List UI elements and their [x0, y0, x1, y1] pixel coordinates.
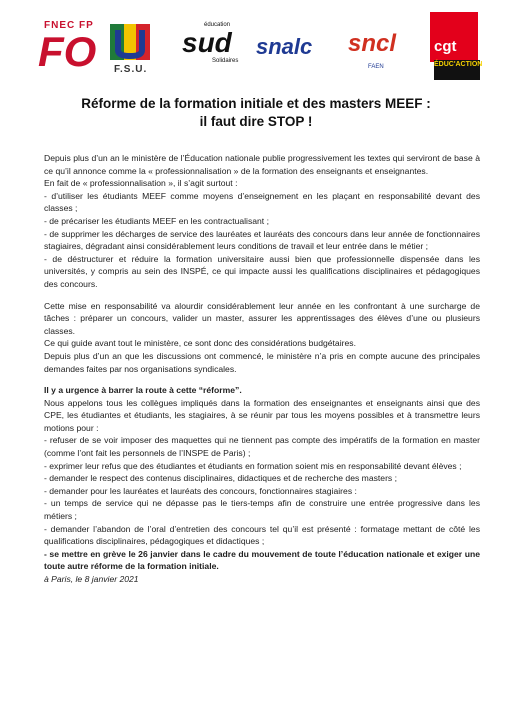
list-item: - un temps de service qui ne dépasse pas le tiers-temps afin de construire une entrée progressive dans les métiers ;	[44, 498, 480, 522]
title-line-1: Réforme de la formation initiale et des masters MEEF :	[81, 96, 431, 111]
union-logos-header	[36, 10, 482, 84]
sud-logo: sud	[182, 27, 232, 58]
document-title	[30, 95, 482, 131]
cgt-logo: cgt	[434, 38, 457, 55]
title-line-2: il faut dire STOP !	[199, 114, 313, 129]
list-item: - de précariser les étudiants MEEF en les contractualisant ;	[44, 215, 269, 226]
fo-logo: FO	[38, 28, 97, 75]
signature-date: à Paris, le 8 janvier 2021	[44, 574, 139, 584]
budget-paragraph: Ce qui guide avant tout le ministère, ce sont donc des considérations budgétaires.	[44, 338, 356, 349]
discussions-paragraph: Depuis plus d’un an que les discussions ont commencé, le ministère n’a pris en compte aucune des principales demandes faites par nos organisations syndicales.	[44, 350, 480, 374]
document-body	[44, 152, 480, 586]
fo-fnec-logo-label: FNEC FP	[44, 20, 94, 31]
cgt-educaction-label: ÉDUC'ACTION	[434, 60, 480, 80]
call-paragraph: Nous appelons tous les collègues impliqués dans la formation des enseignantes et enseignants ainsi que des CPE, les étudiantes et étudiants, les stagiaires, à se réunir par tous les moyens possibles et à transmettre leurs motions pour :	[44, 397, 480, 433]
snalc-logo: snalc	[256, 34, 313, 59]
strike-call-item: - se mettre en grève le 26 janvier dans le cadre du mouvement de toute l’éducation nationale et exiger une toute autre réforme de la formation initiale.	[44, 548, 480, 572]
professionalisation-lead: En fait de « professionnalisation », il s’agit surtout :	[44, 178, 238, 189]
list-item: - demander l’abandon de l’oral d’entretien des concours tel qu’il est présenté : formatage mettant de côté les qualifications disciplinaires, pédagogiques et didactiques ;	[44, 523, 480, 547]
fsu-logo-icon	[110, 24, 150, 60]
list-item: - demander pour les lauréates et lauréats des concours, fonctionnaires stagiaires :	[44, 485, 357, 496]
sud-logo-top-label: éducation	[204, 22, 231, 28]
intro-paragraph: Depuis plus d’un an le ministère de l’Éducation nationale publie progressivement les textes qui serviront de base à ce qu’il annonce comme la « professionnalisation » de la formation des enseignants et enseignantes.	[44, 153, 480, 176]
list-item: - de supprimer les décharges de service des lauréates et lauréats des concours dans leur année de fonctionnaires stagiaires, dégradant ainsi considérablement leurs conditions de travail et leur entrée dans le métier ;	[44, 228, 480, 252]
list-item: - d’utiliser les étudiants MEEF comme moyens d’enseignement en les plaçant en responsabilité devant des classes ;	[44, 190, 480, 214]
sncl-logo-sub-label: FAEN	[368, 64, 384, 70]
urgency-heading: Il y a urgence à barrer la route à cette “réforme”.	[44, 385, 242, 396]
list-item: - de déstructurer et réduire la formation universitaire aussi bien que professionnelle dispensée dans les universités, y compris au sein des INSPÉ, ce qui impacte aussi les qualifications disciplinaires et pédagogiques des concours.	[44, 253, 480, 289]
list-item: - refuser de se voir imposer des maquettes qui ne tiennent pas compte des impératifs de la formation en master (comme l’ont fait les personnels de l’INSPE de Paris) ;	[44, 435, 480, 459]
sncl-logo: sncl	[348, 30, 397, 57]
list-item: - exprimer leur refus que des étudiantes et étudiants en formation soient mis en responsabilité devant élèves ;	[44, 460, 462, 471]
fsu-logo-label: F.S.U.	[114, 64, 148, 75]
list-item: - demander le respect des contenus disciplinaires, didactiques et de recherche des masters ;	[44, 473, 398, 484]
sud-logo-bottom-label: Solidaires	[212, 58, 239, 64]
workload-paragraph: Cette mise en responsabilité va alourdir considérablement leur année en les confrontant à une surcharge de tâches : préparer un concours, valider un master, assurer les apprentissages des élèves d’une ou plusieurs classes.	[44, 300, 480, 336]
